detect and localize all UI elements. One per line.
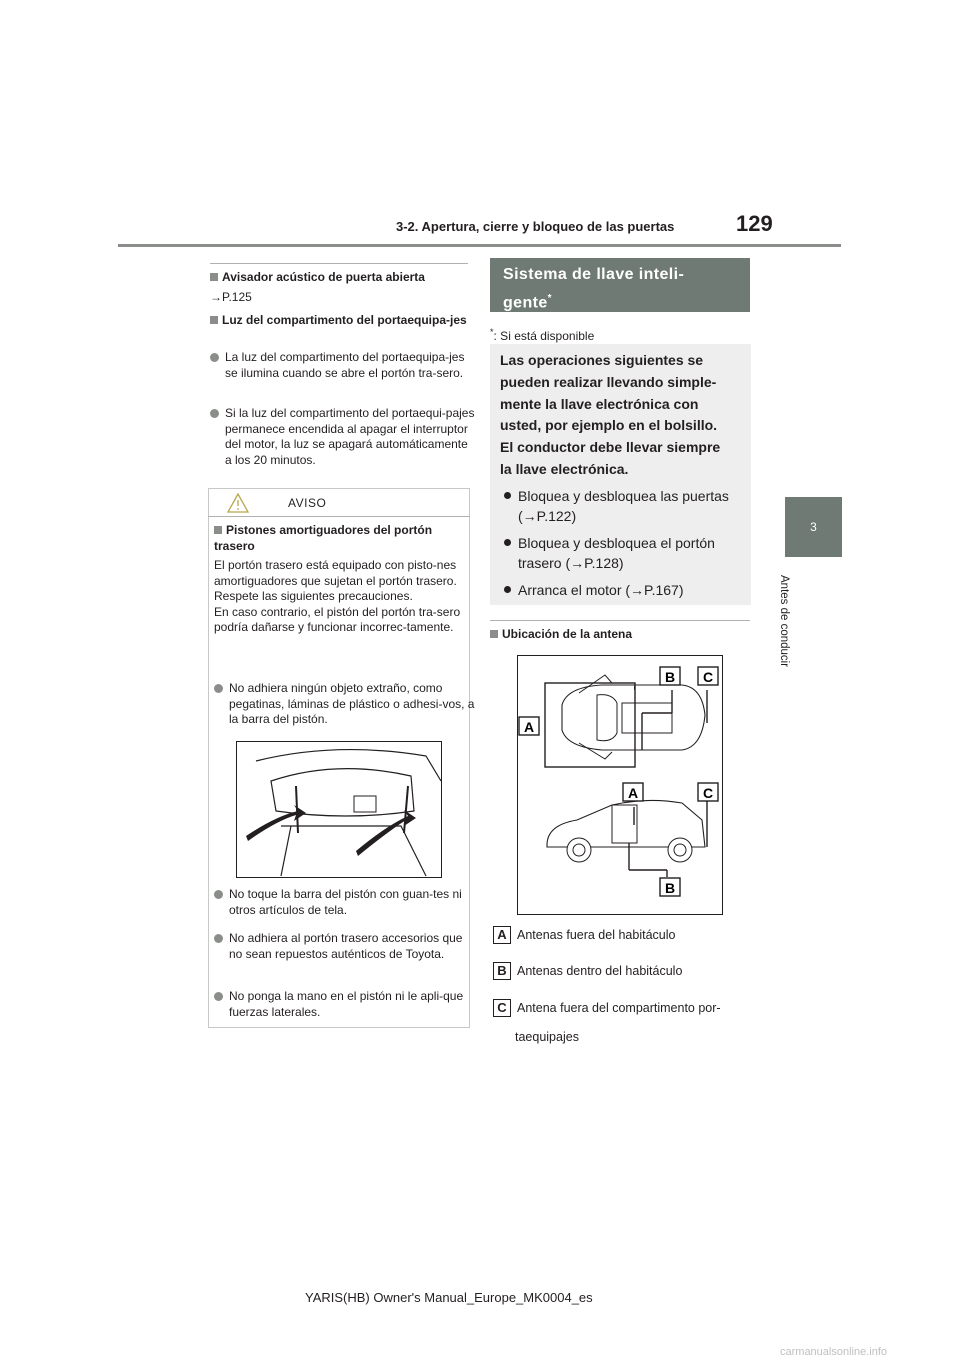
round-bullet-icon — [214, 992, 223, 1001]
label-a-side: A — [627, 785, 639, 801]
round-bullet-icon — [504, 539, 511, 546]
square-bullet-icon — [490, 630, 498, 638]
round-bullet-icon — [210, 409, 219, 418]
legend-a: A Antenas fuera del habitáculo — [493, 926, 675, 944]
smart-key-title: Sistema de llave inteli- gente* — [503, 266, 685, 312]
chapter-label: Antes de conducir — [778, 575, 790, 668]
operation-lock-tailgate: Bloquea y desbloquea el portón trasero (→P.128) — [504, 533, 744, 573]
ref-p125: →P.125 — [210, 290, 252, 304]
legend-key-c: C — [493, 999, 511, 1017]
availability-footnote: *: Si está disponible — [490, 327, 595, 343]
chapter-tab — [785, 497, 842, 557]
section-title: 3-2. Apertura, cierre y bloqueo de las puertas — [396, 219, 675, 234]
smart-key-intro: Las operaciones siguientes se pueden realizar llevando simple- mente la llave electrónica con usted, por ejemplo en el bolsillo. El conductor debe llevar siempre la llave electrónica. — [500, 352, 721, 477]
notice-heading: Pistones amortiguadores del portón trasero — [214, 523, 433, 553]
header-rule — [118, 244, 841, 247]
round-bullet-icon — [214, 890, 223, 899]
square-bullet-icon — [210, 273, 218, 281]
round-bullet-icon — [214, 934, 223, 943]
notice-paragraph: El portón trasero está equipado con pisto-nes amortiguadores que sujetan el portón trasero. Respete las siguientes precauciones. En caso contrario, el pistón del portón tra-sero podría dañarse y funcionar incorrec-tamente. — [214, 558, 461, 634]
round-bullet-icon — [214, 684, 223, 693]
label-c-top: C — [702, 669, 714, 685]
heading-door-chime: Avisador acústico de puerta abierta — [210, 270, 468, 286]
round-bullet-icon — [504, 492, 511, 499]
legend-key-b: B — [493, 962, 511, 980]
operation-lock-doors: Bloquea y desbloquea las puertas (→P.122) — [504, 486, 744, 526]
notice-bullet-4: No ponga la mano en el pistón ni le apli-que fuerzas laterales. — [214, 989, 475, 1020]
bullet-trunk-light-1: La luz del compartimento del portaequipa-jes se ilumina cuando se abre el portón tra-sero. — [210, 350, 477, 381]
square-bullet-icon — [210, 316, 218, 324]
manual-footer: YARIS(HB) Owner's Manual_Europe_MK0004_es — [305, 1290, 593, 1305]
notice-bullet-1: No adhiera ningún objeto extraño, como pegatinas, láminas de plástico o adhesi-vos, a la barra del pistón. — [214, 681, 475, 728]
bullet-trunk-light-2: Si la luz del compartimento del portaequi-pajes permanece encendida al apagar el interruptor del motor, la luz se apagará automáticamente a los 20 minutos. — [210, 406, 477, 468]
notice-bullet-3: No adhiera al portón trasero accesorios que no sean repuestos auténticos de Toyota. — [214, 931, 475, 962]
page-number: 129 — [736, 211, 773, 236]
watermark: carmanualsonline.info — [780, 1346, 888, 1358]
legend-key-a: A — [493, 926, 511, 944]
warning-triangle-icon — [226, 492, 250, 514]
square-bullet-icon — [214, 526, 222, 534]
smart-key-title-box — [490, 258, 750, 312]
legend-c: C Antena fuera del compartimento por- — [493, 999, 721, 1017]
operation-start-engine: Arranca el motor (→P.167) — [504, 580, 744, 600]
tailgate-strut-illustration — [236, 741, 442, 878]
label-b-top: B — [664, 669, 676, 685]
legend-b: B Antenas dentro del habitáculo — [493, 962, 682, 980]
notice-rule — [208, 516, 470, 517]
antenna-location-diagram — [517, 655, 723, 915]
legend-c-cont: taequipajes — [515, 1030, 579, 1044]
notice-title: AVISO — [288, 496, 327, 510]
chapter-number: 3 — [810, 520, 817, 534]
right-rule — [490, 620, 750, 621]
heading-antenna-location: Ubicación de la antena — [490, 627, 632, 643]
round-bullet-icon — [504, 586, 511, 593]
label-b-side: B — [664, 880, 676, 896]
label-a-top: A — [523, 719, 535, 735]
smart-key-info-box — [490, 344, 751, 605]
heading-trunk-light: Luz del compartimento del portaequipa-jes — [210, 313, 470, 329]
notice-bullet-2: No toque la barra del pistón con guan-tes ni otros artículos de tela. — [214, 887, 475, 918]
label-c-side: C — [702, 785, 714, 801]
round-bullet-icon — [210, 353, 219, 362]
left-top-rule — [210, 263, 468, 264]
